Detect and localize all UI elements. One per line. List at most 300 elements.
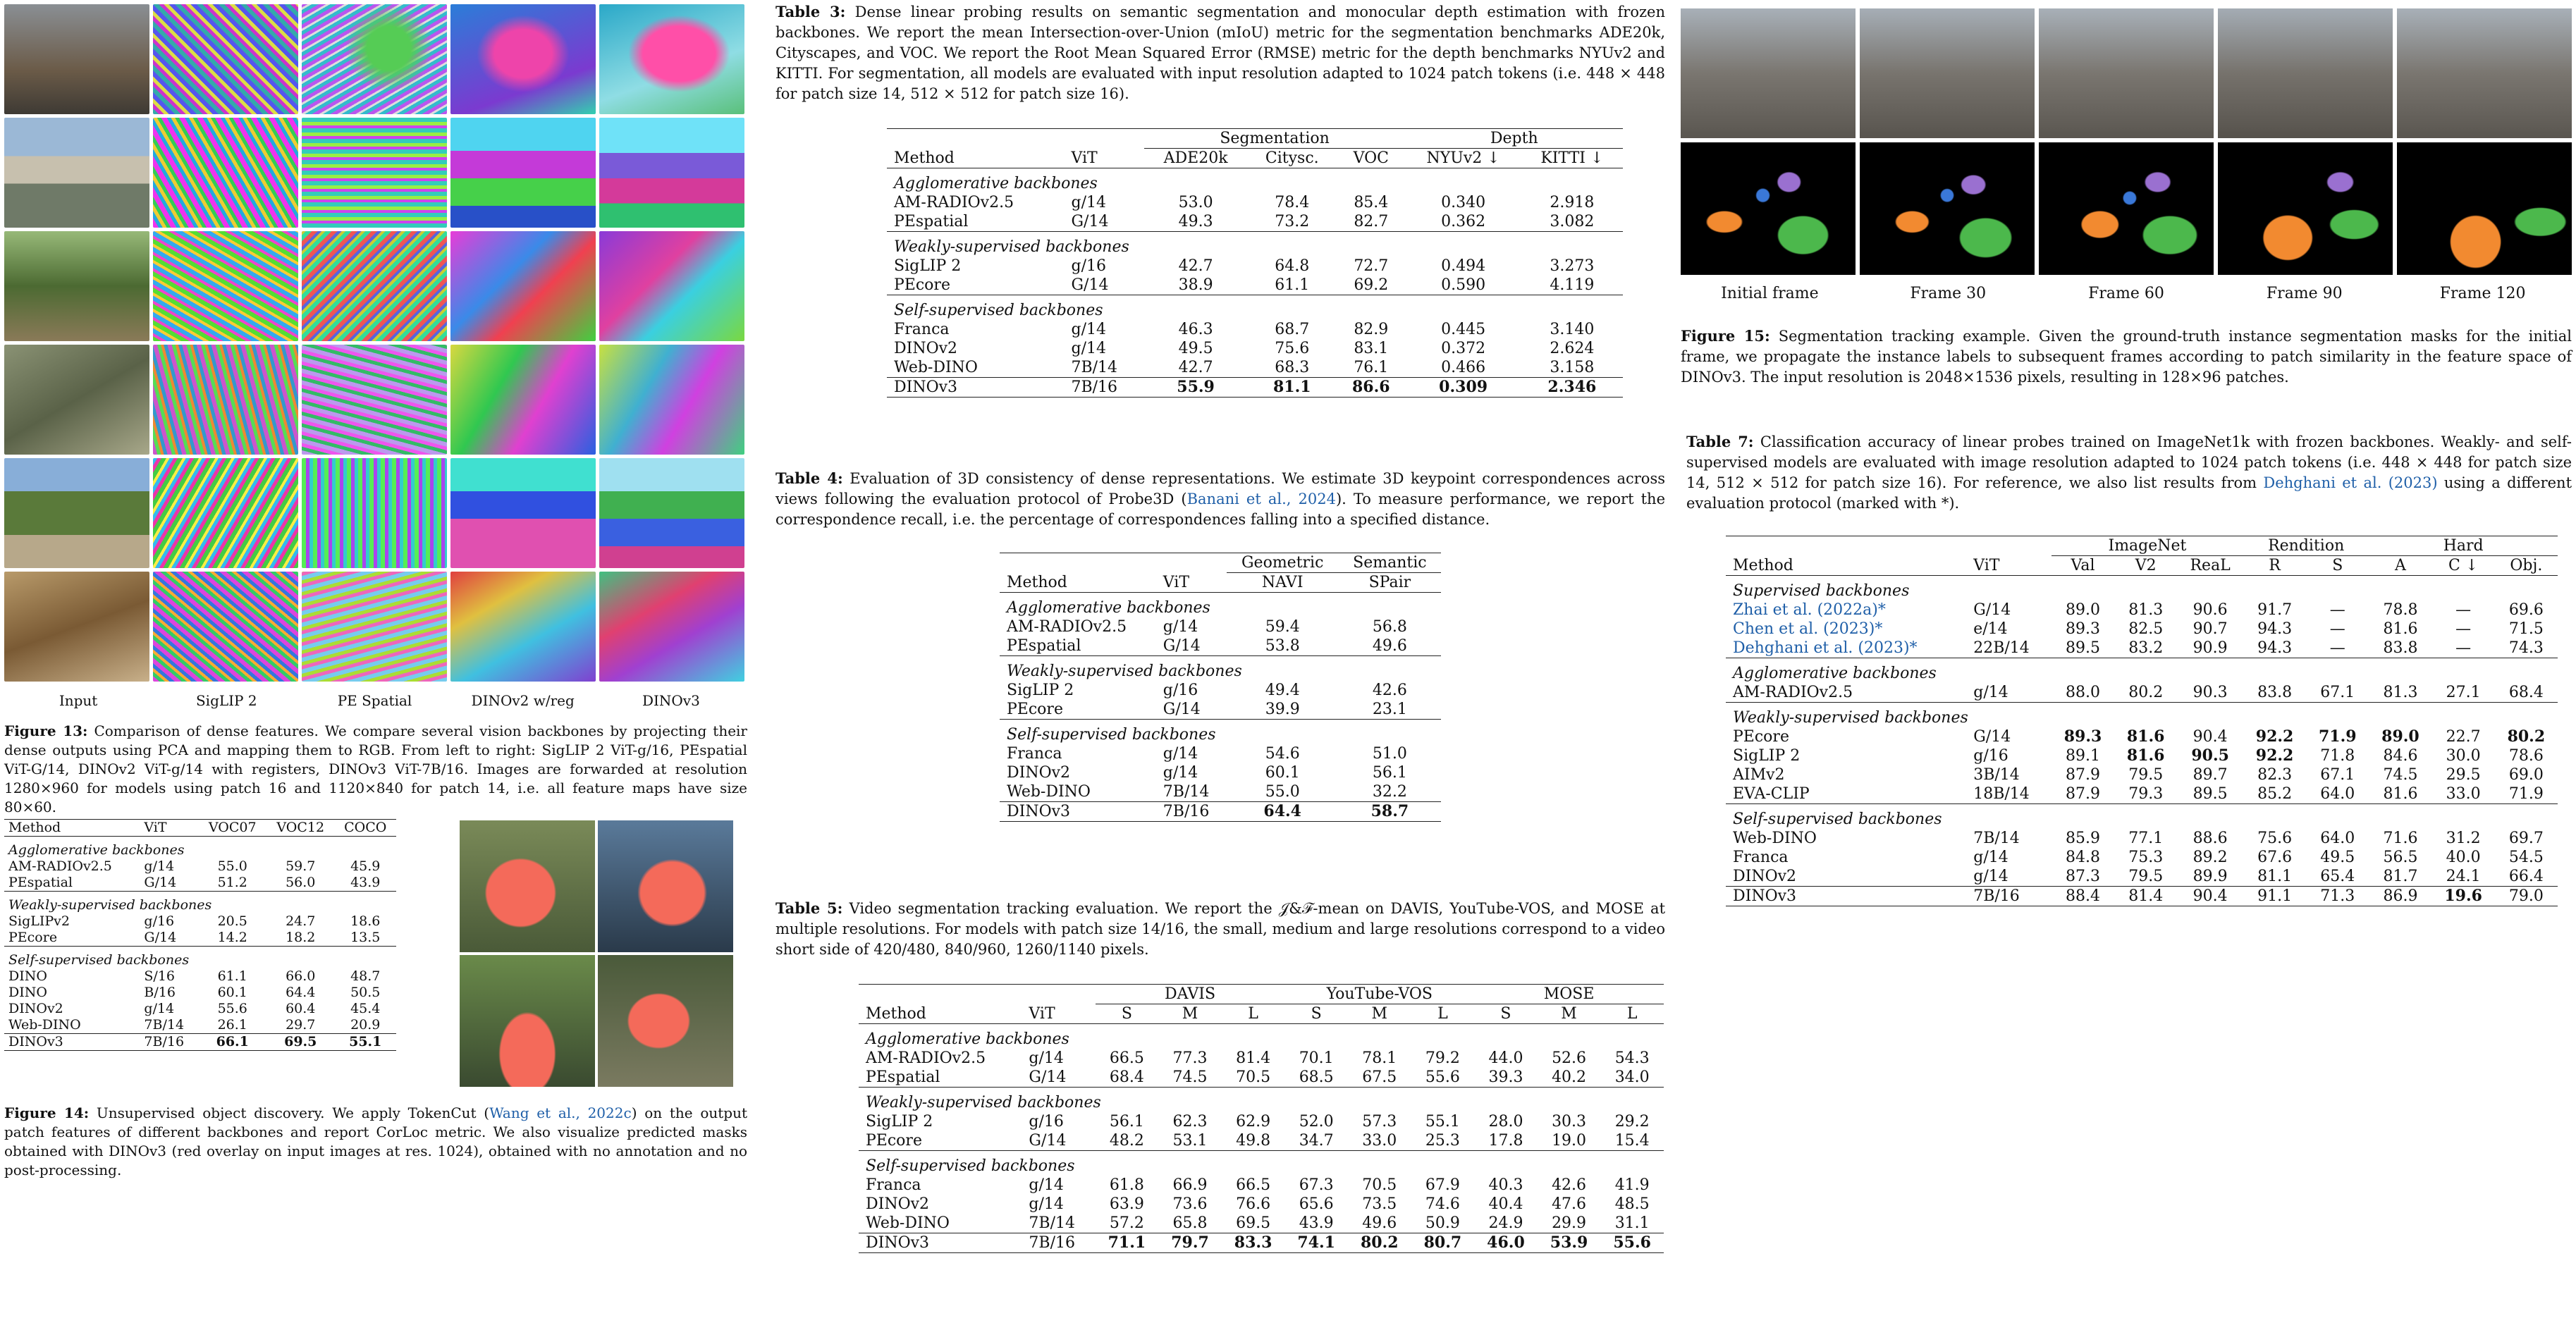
table-row xyxy=(1726,620,2558,639)
value-cell: 86.9 xyxy=(2369,887,2431,906)
value-cell: 87.3 xyxy=(2066,868,2100,885)
value-cell: 51.0 xyxy=(1372,745,1407,763)
citation-link[interactable]: Dehghani et al. (2023) xyxy=(2263,474,2438,491)
table-row xyxy=(1726,848,2558,867)
value-cell: 33.0 xyxy=(2446,785,2481,803)
table-row xyxy=(4,985,396,1001)
value-cell: 74.3 xyxy=(2508,639,2544,657)
value-cell: 71.9 xyxy=(2318,727,2357,746)
value-cell: 79.0 xyxy=(2495,887,2558,906)
value-cell: 33.0 xyxy=(1362,1132,1397,1150)
value-cell: 29.7 xyxy=(286,1017,316,1033)
table-3: Segmentation Depth Method ViT ADE20k Citysc. VOC NYUv2 ↓ KITTI ↓ Agglomerative backbones AM-RADIOv2.5 g/14 53.0 78.4 85.4 0.340 2.918 PEspatial G/14 49.3 73.2 82.7 0.362 3.082 Weakly-supervised backbones SigLIP 2 g/16 42.7 64.8 72.7 0.494 3.273 PEcore G/14 38.9 61.1 69.2 0.590 4.119 Self-supervised backbones Franca g/14 46.3 68.7 82.9 0.445 3.140 DINOv2 g/14 49.5 75.6 83.1 0.372 2.624 Web-DINO 7B/14 42.7 68.3 76.1 0.466 3.158 DINOv3 7B/16 55.9 81.1 86.6 0.309 2.346 xyxy=(887,128,1623,398)
value-cell: 52.6 xyxy=(1552,1049,1587,1067)
method-cell: SigLIP 2 xyxy=(894,257,962,275)
fig13-label: PE Spatial xyxy=(337,692,412,709)
fig13-pe-6 xyxy=(302,572,447,682)
value-cell: 86.6 xyxy=(1337,378,1405,398)
value-cell: 89.0 xyxy=(2381,727,2419,746)
value-cell: g/14 xyxy=(1973,684,2008,701)
method-cell: PEspatial xyxy=(1007,637,1081,655)
value-cell: 75.6 xyxy=(1275,340,1310,357)
table-row xyxy=(1726,601,2558,620)
fig14-table-body xyxy=(4,837,396,1051)
value-cell: 22.7 xyxy=(2446,728,2481,746)
value-cell: 63.9 xyxy=(1109,1195,1144,1213)
value-cell: 14.2 xyxy=(217,930,247,945)
value-cell: 40.0 xyxy=(2446,849,2481,866)
value-cell: 49.6 xyxy=(1372,637,1407,655)
method-cell: AM-RADIOv2.5 xyxy=(1007,618,1127,636)
fig14-plant-image xyxy=(460,955,595,1087)
fig15-frame-photo xyxy=(2397,8,2572,138)
value-cell: 54.5 xyxy=(2508,849,2544,866)
value-cell: 89.3 xyxy=(2066,620,2100,638)
group-header-row: Self-supervised backbones xyxy=(887,295,1623,321)
value-cell: 81.6 xyxy=(2126,727,2165,746)
value-cell: 64.0 xyxy=(2320,785,2355,803)
table-row xyxy=(1000,763,1441,782)
value-cell: 68.4 xyxy=(1109,1068,1144,1086)
value-cell: 46.0 xyxy=(1474,1233,1538,1253)
value-cell: 26.1 xyxy=(217,1017,247,1033)
value-cell: 88.6 xyxy=(2192,830,2228,847)
value-cell: 89.3 xyxy=(2063,727,2102,746)
value-cell: 87.9 xyxy=(2066,766,2100,784)
value-cell: 7B/14 xyxy=(1163,783,1210,801)
value-cell: 75.6 xyxy=(2257,830,2293,847)
table-row xyxy=(887,212,1623,232)
value-cell: 67.3 xyxy=(1299,1176,1334,1194)
value-cell: 89.1 xyxy=(2066,747,2100,765)
value-cell: 78.8 xyxy=(2383,601,2418,619)
value-cell: g/14 xyxy=(144,858,175,874)
value-cell: 69.5 xyxy=(266,1034,334,1051)
value-cell: 94.3 xyxy=(2257,620,2293,638)
value-cell: 7B/16 xyxy=(1156,802,1227,822)
value-cell: 73.5 xyxy=(1362,1195,1397,1213)
value-cell: 90.3 xyxy=(2192,684,2228,701)
table-row xyxy=(4,875,396,892)
value-cell: 67.1 xyxy=(2320,766,2355,784)
table-row xyxy=(1726,727,2558,746)
fig13-siglip-4 xyxy=(153,345,298,455)
table-row xyxy=(4,930,396,947)
value-cell: 66.0 xyxy=(286,968,316,984)
value-cell: g/16 xyxy=(1071,257,1106,275)
value-cell: g/16 xyxy=(1163,682,1198,699)
value-cell: 29.2 xyxy=(1614,1113,1650,1131)
value-cell: 44.0 xyxy=(1488,1049,1523,1067)
value-cell: G/14 xyxy=(1029,1068,1067,1086)
value-cell: 41.9 xyxy=(1614,1176,1650,1194)
value-cell: 24.9 xyxy=(1488,1214,1523,1232)
value-cell: 81.1 xyxy=(1247,378,1337,398)
value-cell: 48.7 xyxy=(350,968,381,984)
method-cell: PEspatial xyxy=(8,875,73,890)
table-7: ImageNet Rendition Hard Method ViT Val V2 ReaL R S A C ↓ Obj. Supervised backbones Zhai et al. (2022a)* G/14 89.0 81.3 90.6 91.7 — 78.8 — 69.6 Chen et al. (2023)* e/14 89.3 82.5 90.7 94.3 — 81.6 — 71.5 Dehghani et al. (2023)* 22B/14 89.5 83.2 90.9 94.3 — 83.8 — 74.3 Agglomerative backbones AM-RADIOv2.5 g/14 88.0 80.2 90.3 83.8 67.1 81.3 27.1 68.4 Weakly-supervised backbones PEcore G/14 89.3 81.6 90.4 92.2 71.9 89.0 22.7 80.2 SigLIP 2 g/16 89.1 81.6 90.5 92.2 71.8 84.6 30.0 78.6 AIMv2 3B/14 87.9 79.5 89.7 82.3 67.1 74.5 29.5 69.0 EVA-CLIP 18B/14 87.9 79.3 89.5 85.2 64.0 81.6 33.0 71.9 Self-supervised backbones Web-DINO 7B/14 85.9 77.1 88.6 75.6 64.0 71.6 31.2 69.7 Franca g/14 84.8 75.3 89.2 67.6 49.5 56.5 40.0 54.5 DINOv2 g/14 87.3 79.5 89.9 81.1 65.4 81.7 24.1 66.4 DINOv3 7B/16 88.4 81.4 90.4 91.1 71.3 86.9 19.6 79.0 xyxy=(1726,536,2558,906)
value-cell: 49.5 xyxy=(2320,849,2355,866)
fig13-label: Input xyxy=(59,692,98,709)
value-cell: 82.5 xyxy=(2128,620,2164,638)
group-header-row: Weakly-supervised backbones xyxy=(859,1088,1664,1113)
value-cell: 55.6 xyxy=(217,1001,247,1016)
value-cell: 74.6 xyxy=(1425,1195,1460,1213)
fig13-siglip-2 xyxy=(153,118,298,228)
value-cell: 68.3 xyxy=(1275,359,1310,376)
value-cell: 0.309 xyxy=(1405,378,1521,398)
value-cell: 89.2 xyxy=(2192,849,2228,866)
value-cell: 0.340 xyxy=(1441,194,1486,211)
fig13-dinov2-3 xyxy=(450,231,596,341)
value-cell: 68.5 xyxy=(1299,1068,1334,1086)
value-cell: 91.1 xyxy=(2243,887,2306,906)
value-cell: 55.6 xyxy=(1600,1233,1664,1253)
value-cell: 66.5 xyxy=(1109,1049,1144,1067)
fig13-siglip-1 xyxy=(153,4,298,114)
value-cell: 83.2 xyxy=(2128,639,2164,657)
value-cell: 3.273 xyxy=(1550,257,1595,275)
value-cell: 78.4 xyxy=(1275,194,1310,211)
fig13-dinov3-5 xyxy=(599,458,744,568)
value-cell: 83.1 xyxy=(1354,340,1389,357)
method-cell: Franca xyxy=(1733,849,1789,866)
value-cell: 94.3 xyxy=(2257,639,2293,657)
value-cell: g/14 xyxy=(1071,321,1106,338)
value-cell: 18B/14 xyxy=(1973,785,2030,803)
method-cell: DINOv3 xyxy=(887,378,1064,398)
value-cell: 90.5 xyxy=(2191,746,2229,765)
method-cell: Web-DINO xyxy=(8,1017,81,1033)
value-cell: 89.5 xyxy=(2066,639,2100,657)
value-cell: g/14 xyxy=(1163,764,1198,782)
value-cell: 91.7 xyxy=(2257,601,2293,619)
figure-14-images xyxy=(460,820,733,1087)
group-header-row: Agglomerative backbones xyxy=(894,175,1098,192)
value-cell: 65.8 xyxy=(1172,1214,1208,1232)
value-cell: g/14 xyxy=(1163,745,1198,763)
fig15-mask xyxy=(1860,142,2035,275)
table-row xyxy=(1726,829,2558,848)
value-cell: 83.3 xyxy=(1222,1233,1285,1253)
value-cell: 56.1 xyxy=(1109,1113,1144,1131)
method-cell: DINOv2 xyxy=(894,340,958,357)
method-cell: Web-DINO xyxy=(1733,830,1817,847)
value-cell: 90.6 xyxy=(2192,601,2228,619)
fig15-mask xyxy=(2039,142,2214,275)
value-cell: 85.4 xyxy=(1354,194,1389,211)
value-cell: 39.9 xyxy=(1265,701,1300,718)
value-cell: 24.1 xyxy=(2446,868,2481,885)
value-cell: 23.1 xyxy=(1372,701,1407,718)
value-cell: S/16 xyxy=(144,968,176,984)
value-cell: 40.3 xyxy=(1488,1176,1523,1194)
fig15-frame-photo xyxy=(2039,8,2214,138)
value-cell: 39.3 xyxy=(1488,1068,1523,1086)
fig13-pe-1 xyxy=(302,4,447,114)
table-row xyxy=(1726,784,2558,804)
table-row xyxy=(1000,617,1441,636)
value-cell: 19.0 xyxy=(1552,1132,1587,1150)
value-cell: 74.5 xyxy=(1172,1068,1208,1086)
value-cell: 65.4 xyxy=(2320,868,2355,885)
value-cell: 7B/16 xyxy=(140,1034,198,1051)
citation-link[interactable]: Wang et al., 2022c xyxy=(489,1104,632,1121)
value-cell: G/14 xyxy=(144,875,177,890)
value-cell: 69.5 xyxy=(1236,1214,1271,1232)
group-header-row: Self-supervised backbones xyxy=(4,947,396,969)
value-cell: 49.5 xyxy=(1178,340,1213,357)
value-cell: G/14 xyxy=(1071,276,1109,294)
table-row xyxy=(887,358,1623,378)
table-row xyxy=(4,1001,396,1017)
value-cell: 58.7 xyxy=(1339,802,1441,822)
value-cell: 64.4 xyxy=(286,985,316,1000)
value-cell: 81.4 xyxy=(1236,1049,1271,1067)
fig15-frame-photo xyxy=(2218,8,2393,138)
value-cell: 53.8 xyxy=(1265,637,1300,655)
group-header-row: Agglomerative backbones xyxy=(1007,599,1210,617)
final-row-dinov3 xyxy=(859,1233,1664,1253)
final-row-dinov3 xyxy=(1726,887,2558,906)
value-cell: — xyxy=(2455,620,2472,638)
table-row xyxy=(1000,681,1441,700)
value-cell: 32.2 xyxy=(1372,783,1407,801)
figure-14-caption: Figure 14: Unsupervised object discovery. We apply TokenCut (Wang et al., 2022c) on the output patch features of different backbones and report CorLoc metric. We also visualize predicted masks obtained with DINOv3 (red overlay on input images at res. 1024), obtained with no annotation and no post-processing. xyxy=(4,1104,748,1178)
fig15-frame-photo xyxy=(1681,8,1856,138)
value-cell: 42.6 xyxy=(1552,1176,1587,1194)
value-cell: 71.9 xyxy=(2508,785,2544,803)
value-cell: G/14 xyxy=(1163,637,1201,655)
value-cell: 80.2 xyxy=(1348,1233,1411,1253)
table-row xyxy=(1000,744,1441,763)
value-cell: 7B/14 xyxy=(1029,1214,1075,1232)
figure-13-caption: Figure 13: Comparison of dense features. We compare several vision backbones by projecting their dense outputs using PCA and mapping them to RGB. From left to right: SigLIP 2 ViT-g/16, PEspatial ViT-G/14, DINOv2 ViT-g/14 with registers, DINOv3 ViT-7B/16. Images are forwarded at resolution 1280×960 for models using patch 16 and 1120×840 for patch 14, i.e. all feature maps have size 80×60. xyxy=(4,722,747,815)
value-cell: g/14 xyxy=(1071,340,1106,357)
value-cell: 67.5 xyxy=(1362,1068,1397,1086)
value-cell: 85.9 xyxy=(2066,830,2100,847)
value-cell: 0.445 xyxy=(1441,321,1486,338)
fig15-mask xyxy=(1681,142,1856,275)
group-header-row: Weakly-supervised backbones xyxy=(4,892,396,914)
value-cell: — xyxy=(2329,601,2345,619)
table-row xyxy=(859,1112,1664,1131)
value-cell: 30.3 xyxy=(1552,1113,1587,1131)
value-cell: 64.0 xyxy=(2320,830,2355,847)
value-cell: 17.8 xyxy=(1488,1132,1523,1150)
value-cell: g/14 xyxy=(1163,618,1198,636)
value-cell: 27.1 xyxy=(2446,684,2481,701)
method-cell: DINOv3 xyxy=(1726,887,1966,906)
value-cell: 83.8 xyxy=(2383,639,2418,657)
method-cell: DINOv2 xyxy=(8,1001,63,1016)
fig13-pe-3 xyxy=(302,231,447,341)
value-cell: 53.1 xyxy=(1172,1132,1208,1150)
method-cell: DINO xyxy=(8,985,47,1000)
group-header-row: Self-supervised backbones xyxy=(1000,720,1441,745)
value-cell: 92.2 xyxy=(2255,727,2294,746)
table-row xyxy=(859,1176,1664,1195)
value-cell: 7B/14 xyxy=(144,1017,185,1033)
value-cell: 89.0 xyxy=(2066,601,2100,619)
value-cell: 60.4 xyxy=(286,1001,316,1016)
value-cell: G/14 xyxy=(1973,728,2011,746)
table-row xyxy=(4,968,396,985)
value-cell: 77.3 xyxy=(1172,1049,1208,1067)
value-cell: 81.6 xyxy=(2126,746,2165,765)
method-cell: AIMv2 xyxy=(1733,766,1785,784)
table-row xyxy=(887,320,1623,339)
value-cell: 92.2 xyxy=(2255,746,2294,765)
value-cell: 88.0 xyxy=(2066,684,2100,701)
value-cell: 54.6 xyxy=(1265,745,1300,763)
method-cell: DINOv2 xyxy=(1007,764,1071,782)
value-cell: 70.5 xyxy=(1362,1176,1397,1194)
table-row xyxy=(887,339,1623,358)
value-cell: 3.140 xyxy=(1550,321,1595,338)
value-cell: 66.1 xyxy=(199,1034,266,1051)
value-cell: 78.6 xyxy=(2508,747,2544,765)
value-cell: 79.3 xyxy=(2128,785,2164,803)
value-cell: 79.7 xyxy=(1158,1233,1222,1253)
value-cell: 60.1 xyxy=(1265,764,1300,782)
table-row xyxy=(1726,867,2558,887)
table-row xyxy=(859,1068,1664,1088)
value-cell: 90.4 xyxy=(2177,887,2243,906)
group-header-row: Agglomerative backbones xyxy=(866,1030,1069,1048)
fig13-pe-4 xyxy=(302,345,447,455)
value-cell: 18.2 xyxy=(286,930,316,945)
fig13-pe-2 xyxy=(302,118,447,228)
method-cell: Chen et al. (2023)* xyxy=(1733,620,1883,638)
fig15-frame-photo xyxy=(1860,8,2035,138)
fig13-input-6 xyxy=(4,572,149,682)
value-cell: 29.5 xyxy=(2446,766,2481,784)
value-cell: G/14 xyxy=(144,930,177,945)
method-cell: Web-DINO xyxy=(894,359,978,376)
fig15-label: Frame 120 xyxy=(2439,285,2526,302)
value-cell: 54.3 xyxy=(1614,1049,1650,1067)
figure-14-table: Method ViT VOC07 VOC12 COCO Agglomerative backbones AM-RADIOv2.5 g/14 55.0 59.7 45.9 PEspatial G/14 51.2 56.0 43.9 Weakly-supervised backbones SigLIPv2 g/16 20.5 24.7 18.6 PEcore G/14 14.2 18.2 13.5 Self-supervised backbones DINO S/16 61.1 66.0 48.7 DINO B/16 60.1 64.4 50.5 DINOv2 g/14 55.6 60.4 45.4 Web-DINO 7B/14 26.1 29.7 20.9 DINOv3 7B/16 66.1 69.5 55.1 xyxy=(4,819,396,1051)
table-row xyxy=(859,1049,1664,1068)
value-cell: 67.9 xyxy=(1425,1176,1460,1194)
value-cell: 81.1 xyxy=(2257,868,2293,885)
value-cell: 25.3 xyxy=(1425,1132,1460,1150)
fig13-pe-5 xyxy=(302,458,447,568)
value-cell: 49.3 xyxy=(1178,213,1213,230)
value-cell: 3.158 xyxy=(1550,359,1595,376)
value-cell: 71.5 xyxy=(2508,620,2544,638)
value-cell: 34.0 xyxy=(1614,1068,1650,1086)
value-cell: 2.918 xyxy=(1550,194,1595,211)
table-row xyxy=(1726,683,2558,703)
value-cell: 31.1 xyxy=(1614,1214,1650,1232)
value-cell: 19.6 xyxy=(2432,887,2495,906)
fig13-input-2 xyxy=(4,118,149,228)
method-cell: DINO xyxy=(8,968,47,984)
value-cell: 48.5 xyxy=(1614,1195,1650,1213)
value-cell: 61.1 xyxy=(217,968,247,984)
value-cell: 67.6 xyxy=(2257,849,2293,866)
fig13-input-1 xyxy=(4,4,149,114)
fig13-dinov2-1 xyxy=(450,4,596,114)
value-cell: 62.9 xyxy=(1236,1113,1271,1131)
value-cell: 74.5 xyxy=(2383,766,2418,784)
value-cell: 64.4 xyxy=(1227,802,1339,822)
table-row xyxy=(1000,700,1441,720)
table-4-body xyxy=(1000,593,1441,822)
value-cell: 56.1 xyxy=(1372,764,1407,782)
value-cell: 74.1 xyxy=(1284,1233,1348,1253)
value-cell: 15.4 xyxy=(1614,1132,1650,1150)
table-row xyxy=(1000,782,1441,802)
method-cell: DINOv3 xyxy=(4,1034,140,1051)
value-cell: 52.0 xyxy=(1299,1113,1334,1131)
group-header-row: Supervised backbones xyxy=(1733,582,1910,600)
value-cell: 53.0 xyxy=(1178,194,1213,211)
value-cell: 81.6 xyxy=(2383,620,2418,638)
group-header-row: Weakly-supervised backbones xyxy=(1726,703,2558,728)
citation-link[interactable]: Banani et al., 2024 xyxy=(1186,491,1336,507)
value-cell: 89.9 xyxy=(2192,868,2228,885)
value-cell: 83.8 xyxy=(2257,684,2293,701)
value-cell: 90.7 xyxy=(2192,620,2228,638)
value-cell: 2.346 xyxy=(1521,378,1623,398)
value-cell: 68.4 xyxy=(2508,684,2544,701)
fig13-siglip-6 xyxy=(153,572,298,682)
fig13-dinov2-2 xyxy=(450,118,596,228)
value-cell: 48.2 xyxy=(1109,1132,1144,1150)
value-cell: g/14 xyxy=(1029,1049,1064,1067)
fig15-label: Initial frame xyxy=(1721,285,1819,302)
value-cell: 79.5 xyxy=(2128,766,2164,784)
method-cell: DINOv2 xyxy=(866,1195,930,1213)
fig13-dinov3-3 xyxy=(599,231,744,341)
value-cell: 55.1 xyxy=(334,1034,396,1051)
value-cell: 61.1 xyxy=(1275,276,1310,294)
value-cell: 66.5 xyxy=(1236,1176,1271,1194)
value-cell: 89.7 xyxy=(2192,766,2228,784)
fig13-dinov3-1 xyxy=(599,4,744,114)
value-cell: G/14 xyxy=(1973,601,2011,619)
figure-15-labels xyxy=(1681,285,2572,302)
value-cell: 71.8 xyxy=(2320,747,2355,765)
method-cell: DINOv3 xyxy=(1000,802,1156,822)
fig13-input-4 xyxy=(4,345,149,455)
fig14-monkey-image xyxy=(598,955,733,1087)
value-cell: 80.2 xyxy=(2507,727,2546,746)
value-cell: 0.372 xyxy=(1441,340,1486,357)
group-header-row: Weakly-supervised backbones xyxy=(1000,656,1441,682)
value-cell: 70.1 xyxy=(1299,1049,1334,1067)
value-cell: G/14 xyxy=(1029,1132,1067,1150)
method-cell: Franca xyxy=(894,321,950,338)
value-cell: 79.2 xyxy=(1425,1049,1460,1067)
table-4: Geometric Semantic Method ViT NAVI SPair Agglomerative backbones AM-RADIOv2.5 g/14 59.4 56.8 PEspatial G/14 53.8 49.6 Weakly-supervised backbones SigLIP 2 g/16 49.4 42.6 PEcore G/14 39.9 23.1 Self-supervised backbones Franca g/14 54.6 51.0 DINOv2 g/14 60.1 56.1 Web-DINO 7B/14 55.0 32.2 DINOv3 7B/16 64.4 58.7 xyxy=(1000,553,1441,822)
value-cell: g/14 xyxy=(1029,1176,1064,1194)
fig13-dinov2-5 xyxy=(450,458,596,568)
value-cell: 69.6 xyxy=(2508,601,2544,619)
value-cell: 59.4 xyxy=(1265,618,1300,636)
value-cell: 49.6 xyxy=(1362,1214,1397,1232)
group-header-row: Self-supervised backbones xyxy=(859,1151,1664,1176)
value-cell: 40.4 xyxy=(1488,1195,1523,1213)
method-cell: Dehghani et al. (2023)* xyxy=(1733,639,1918,657)
final-row-dinov3 xyxy=(1000,802,1441,822)
value-cell: 90.9 xyxy=(2192,639,2228,657)
value-cell: 81.4 xyxy=(2114,887,2177,906)
fig15-label: Frame 60 xyxy=(2088,285,2164,302)
